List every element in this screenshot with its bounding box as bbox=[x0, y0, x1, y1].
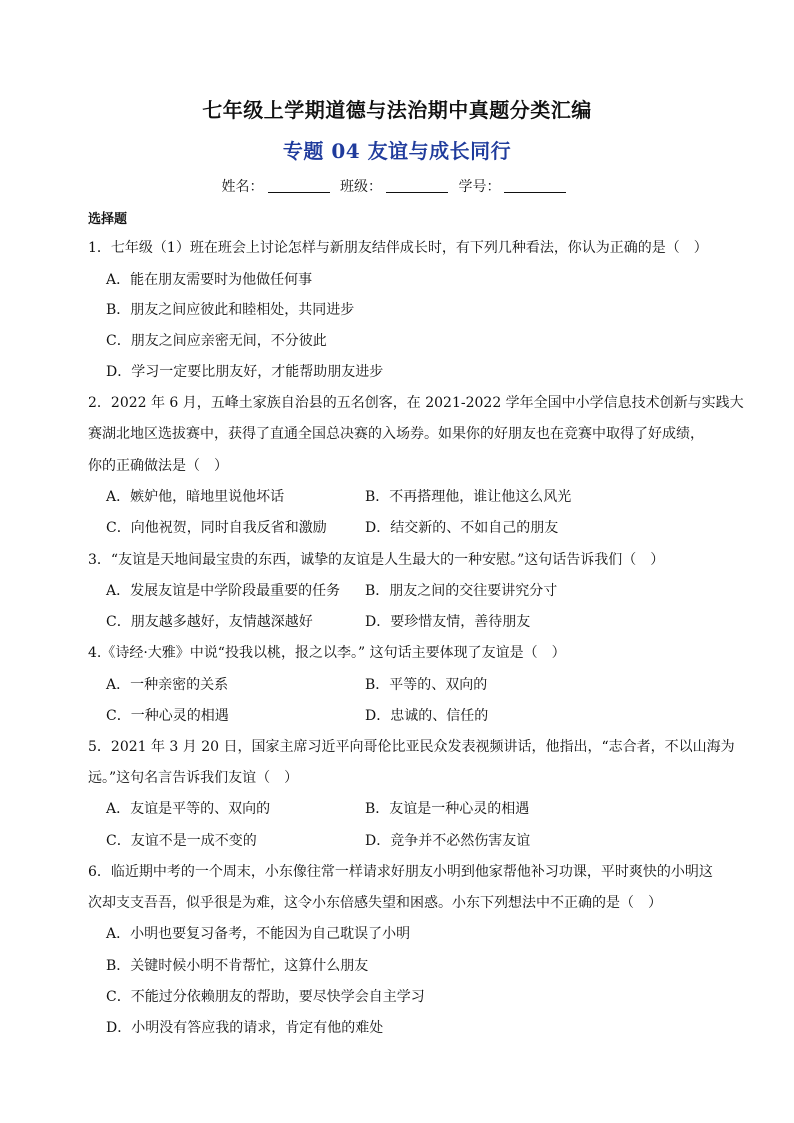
question-4-option-a: A．一种亲密的关系 bbox=[106, 677, 229, 693]
question-6-option-b: B．关键时候小明不肯帮忙，这算什么朋友 bbox=[106, 958, 369, 974]
student-info-row bbox=[0, 176, 794, 196]
question-5-stem-line-1: 5．2021 年 3 月 20 日，国家主席习近平向哥伦比亚民众发表视频讲话，他指出，“志合者，不以山海为 bbox=[88, 739, 735, 755]
id-label: 学号： bbox=[458, 179, 501, 195]
class-label: 班级： bbox=[340, 179, 382, 195]
section-heading: 选择题 bbox=[88, 212, 128, 227]
question-2-option-b: B．不再搭理他，谁让他这么风光 bbox=[365, 489, 572, 505]
question-6-option-d: D．小明没有答应我的请求，肯定有他的难处 bbox=[106, 1020, 384, 1036]
question-6-stem-line-1: 6．临近期中考的一个周末，小东像往常一样请求好朋友小明到他家帮他补习功课，平时爽快的小明这 bbox=[88, 864, 713, 880]
question-2-option-c: C．向他祝贺，同时自我反省和激励 bbox=[106, 520, 327, 536]
question-1-option-c: C．朋友之间应亲密无间，不分彼此 bbox=[106, 333, 327, 349]
question-2-stem-line-1: 2．2022 年 6 月，五峰土家族自治县的五名创客，在 2021-2022 学年全国中小学信息技术创新与实践大 bbox=[88, 395, 744, 411]
question-1-stem: 1．七年级（1）班在班会上讨论怎样与新朋友结伴成长时，有下列几种看法，你认为正确的是（ ） bbox=[88, 240, 708, 256]
name-blank[interactable] bbox=[268, 178, 330, 193]
question-3-option-a: A．发展友谊是中学阶段最重要的任务 bbox=[106, 583, 341, 599]
id-blank[interactable] bbox=[504, 178, 566, 193]
question-4-stem: 4.《诗经·大雅》中说“投我以桃，报之以李。” 这句话主要体现了友谊是（ ） bbox=[88, 645, 566, 661]
question-5-option-c: C．友谊不是一成不变的 bbox=[106, 833, 257, 849]
question-3-option-c: C．朋友越多越好，友情越深越好 bbox=[106, 614, 313, 630]
question-5-option-a: A．友谊是平等的、双向的 bbox=[106, 801, 271, 817]
document-subtitle: 专题 04 友谊与成长同行 bbox=[282, 139, 512, 163]
question-2-option-a: A．嫉妒他，暗地里说他坏话 bbox=[106, 489, 285, 505]
question-2-stem-line-2: 赛湖北地区选拔赛中，获得了直通全国总决赛的入场券。如果你的好朋友也在竞赛中取得了好成绩， bbox=[88, 426, 704, 442]
question-1-option-d: D．学习一定要比朋友好，才能帮助朋友进步 bbox=[106, 364, 384, 380]
question-5-option-d: D．竞争并不必然伤害友谊 bbox=[365, 833, 531, 849]
question-1-option-a: A．能在朋友需要时为他做任何事 bbox=[106, 272, 313, 288]
question-4-option-b: B．平等的、双向的 bbox=[365, 677, 488, 693]
question-6-stem-line-2: 次却支支吾吾，似乎很是为难，这令小东倍感失望和困惑。小东下列想法中不正确的是（ ） bbox=[88, 895, 662, 911]
question-6-option-a: A．小明也要复习备考，不能因为自己耽误了小明 bbox=[106, 926, 411, 942]
question-3-option-d: D．要珍惜友情，善待朋友 bbox=[365, 614, 531, 630]
name-label: 姓名： bbox=[221, 179, 264, 195]
question-5-stem-line-2: 远。”这句名言告诉我们友谊（ ） bbox=[88, 770, 299, 786]
question-2-option-d: D．结交新的、不如自己的朋友 bbox=[365, 520, 559, 536]
question-1-option-b: B．朋友之间应彼此和睦相处，共同进步 bbox=[106, 302, 355, 318]
class-blank[interactable] bbox=[386, 178, 448, 193]
question-3-stem: 3．“友谊是天地间最宝贵的东西，诚挚的友谊是人生最大的一种安慰。”这句话告诉我们（ ） bbox=[88, 552, 665, 568]
question-2-stem-line-3: 你的正确做法是（ ） bbox=[88, 458, 228, 474]
question-4-option-d: D．忠诚的、信任的 bbox=[365, 708, 489, 724]
document-title: 七年级上学期道德与法治期中真题分类汇编 bbox=[202, 98, 592, 122]
question-5-option-b: B．友谊是一种心灵的相遇 bbox=[365, 801, 530, 817]
question-4-option-c: C．一种心灵的相遇 bbox=[106, 708, 229, 724]
question-6-option-c: C．不能过分依赖朋友的帮助，要尽快学会自主学习 bbox=[106, 989, 425, 1005]
question-3-option-b: B．朋友之间的交往要讲究分寸 bbox=[365, 583, 558, 599]
